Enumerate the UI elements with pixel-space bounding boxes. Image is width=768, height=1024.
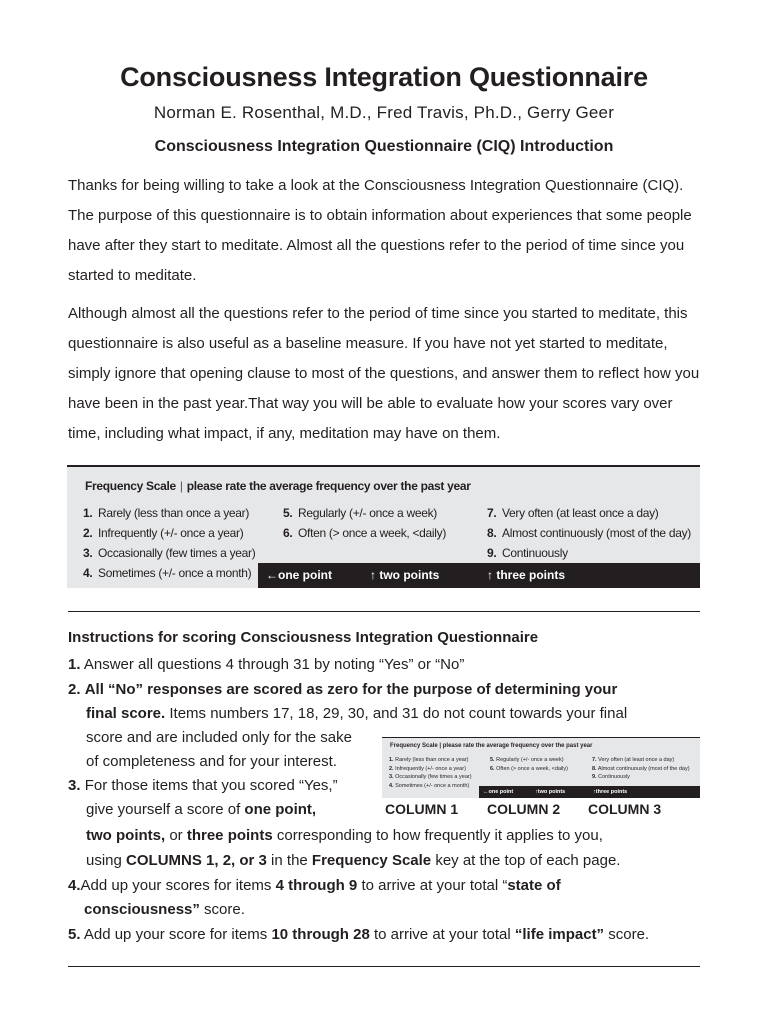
divider (68, 611, 700, 612)
divider (68, 966, 700, 967)
instruction-step-5: 5. Add up your score for items 10 through 28 to arrive at your total “life impact” score. (68, 926, 650, 943)
header-separator: | (179, 479, 183, 493)
frequency-scale-heading: please rate the average frequency over the past year (186, 479, 471, 493)
frequency-item: 6. Often (> once a week, <daily) (283, 526, 447, 540)
frequency-scale-header (85, 479, 471, 493)
frequency-item: 9. Continuously (487, 546, 568, 560)
up-arrow-icon: ↑ (535, 789, 538, 795)
frequency-item: 1. Rarely (less than once a year) (83, 506, 250, 520)
mini-column-3: 7. Very often (at least once a day) 8. Almost continuously (most of the day) 9. Continuously (592, 757, 690, 780)
frequency-column-3 (487, 503, 691, 563)
column-1-label: COLUMN 1 (385, 801, 459, 817)
left-arrow-icon: ← (266, 568, 278, 582)
intro-paragraph-1: Thanks for being willing to take a look at the Consciousness Integration Questionnaire (CIQ). The purpose of this questionnaire is to obtain information about experiences that some people have after they start to meditate. Almost all the questions refer to the period of time since you started to meditate. (68, 177, 692, 284)
mini-scale-header: Frequency Scale | please rate the average frequency over the past year (390, 743, 593, 749)
column-2-label: COLUMN 2 (487, 801, 561, 817)
instruction-step-2-line-4: of completeness and for your interest. (86, 753, 337, 770)
mini-column-2: 5. Regularly (+/- once a week) 6. Often (> once a week, <daily) (490, 757, 568, 772)
mini-column-1: 1. Rarely (less than once a year) 2. Infrequently (+/- once a year) 3. Occasionally (few times a year) 4. Sometimes (+/- once a month) (389, 757, 472, 789)
frequency-item: 3. Occasionally (few times a year) (83, 546, 256, 560)
instruction-step-2-line-2: final score. Items numbers 17, 18, 29, 30, and 31 do not count towards your final (86, 705, 628, 722)
instructions-title: Instructions for scoring Consciousness Integration Questionnaire (68, 629, 539, 646)
frequency-item: 5. Regularly (+/- once a week) (283, 506, 437, 520)
frequency-item: 4. Sometimes (+/- once a month) (83, 566, 252, 580)
frequency-scale-label: Frequency Scale (85, 479, 176, 493)
column-3-label: COLUMN 3 (588, 801, 662, 817)
instruction-step-2: 2. All “No” responses are scored as zero for the purpose of determining your (68, 681, 618, 698)
mini-points-bar: ←one point ↑two points ↑three points (479, 786, 700, 798)
up-arrow-icon: ↑ (593, 789, 596, 795)
authors-line: Norman E. Rosenthal, M.D., Fred Travis, Ph.D., Gerry Geer (153, 103, 615, 122)
section-subtitle: Consciousness Integration Questionnaire (CIQ) Introduction (154, 138, 614, 155)
instruction-step-3-line-4: using COLUMNS 1, 2, or 3 in the Frequency Scale key at the top of each page. (86, 852, 621, 869)
frequency-item: 2. Infrequently (+/- once a year) (83, 526, 244, 540)
one-point-label: ←one point (266, 568, 332, 582)
instruction-step-4-line-2: consciousness” score. (84, 901, 245, 918)
frequency-column-1 (83, 503, 255, 583)
mini-frequency-scale (382, 737, 700, 798)
three-points-label: ↑ three points (487, 568, 566, 582)
up-arrow-icon: ↑ (487, 568, 493, 582)
instruction-step-1: 1. Answer all questions 4 through 31 by noting “Yes” or “No” (68, 656, 465, 673)
points-bar (258, 563, 700, 588)
instruction-step-3-line-2: give yourself a score of one point, (86, 801, 317, 818)
instruction-step-2-line-3: score and are included only for the sake (86, 729, 352, 746)
frequency-item: 7. Very often (at least once a day) (487, 506, 659, 520)
instruction-step-3-line-3: two points, or three points corresponding to how frequently it applies to you, (86, 827, 603, 844)
page-title: Consciousness Integration Questionnaire (120, 62, 648, 92)
frequency-scale-key (67, 465, 700, 588)
intro-paragraph-2: Although almost all the questions refer to the period of time since you started to meditate, this questionnaire is also useful as a baseline measure. If you have not yet started to meditate, simply ignore that opening clause to most of the questions, and answer them to reflect how you have been in the past year.That way you will be able to evaluate how your scores vary over time, including what impact, if any, meditation may have on them. (68, 305, 700, 442)
instruction-step-4: 4.Add up your scores for items 4 through 9 to arrive at your total “state of (68, 877, 561, 894)
two-points-label: ↑ two points (370, 568, 440, 582)
instruction-step-3: 3. For those items that you scored “Yes,” (68, 777, 338, 794)
up-arrow-icon: ↑ (370, 568, 376, 582)
frequency-item: 8. Almost continuously (most of the day) (487, 526, 691, 540)
left-arrow-icon: ← (483, 789, 489, 795)
frequency-column-2 (283, 503, 446, 543)
